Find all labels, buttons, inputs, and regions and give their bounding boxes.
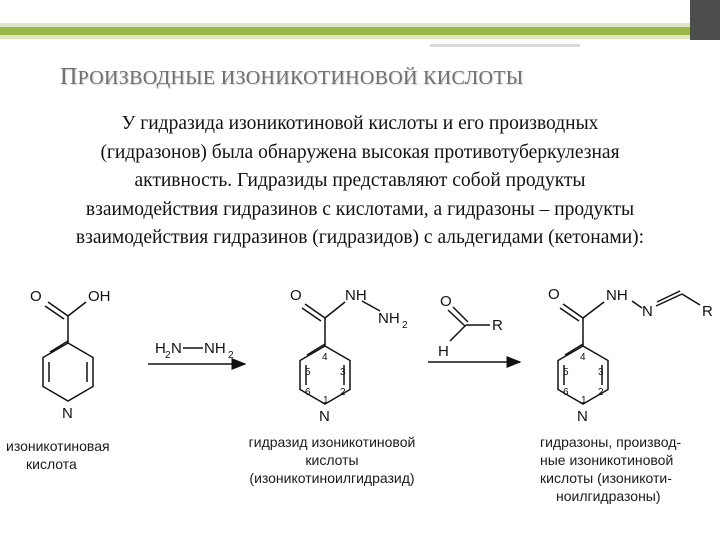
- atom-label: N: [642, 303, 653, 320]
- ring-number: 3: [598, 367, 604, 378]
- bond: [68, 302, 86, 316]
- ring-number: 1: [581, 395, 587, 406]
- double-bond: [448, 310, 465, 326]
- double-bond: [453, 307, 468, 322]
- caption-hydrazide: [222, 433, 442, 487]
- hydrazone-structure: [558, 291, 700, 404]
- title-first-letter: П: [60, 64, 78, 90]
- top-decor-dark-block: [690, 0, 720, 40]
- caption-line: кислоты: [305, 452, 359, 468]
- top-decor-underline: [430, 44, 580, 47]
- atom-label: N: [577, 408, 588, 425]
- body-paragraph: [8, 110, 712, 253]
- ring-number: 4: [580, 352, 586, 363]
- atom-label: N: [319, 408, 330, 425]
- bond: [45, 306, 64, 319]
- atom-label: NH: [378, 310, 400, 327]
- atom-label: NH: [204, 340, 226, 357]
- bond: [560, 308, 579, 321]
- body-line: активность. Гидразиды представляют собой продукты: [134, 170, 586, 192]
- caption-line: гидразид изоникотиновой: [248, 434, 416, 450]
- bond: [583, 302, 604, 318]
- bond: [302, 308, 321, 321]
- title-rest: РОИЗВОДНЫЕ ИЗОНИКОТИНОВОЙ КИСЛОТЫ: [77, 67, 524, 89]
- atom-label: H: [155, 340, 166, 357]
- ring-number: 3: [340, 367, 346, 378]
- atom-label: O: [290, 287, 302, 304]
- bond: [682, 294, 700, 305]
- bond: [563, 304, 583, 318]
- caption-line: ные изоникотиновой: [540, 452, 674, 468]
- caption-line: гидразоны, производ-: [540, 434, 682, 450]
- atom-label: NH: [606, 287, 628, 304]
- bond: [48, 302, 68, 316]
- body-line: (гидразонов) была обнаружена высокая противотуберкулезная: [100, 141, 620, 163]
- caption-line: (изоникотиноилгидразид): [249, 470, 415, 486]
- ring-number: 4: [322, 352, 328, 363]
- top-decor-green-bar: [0, 27, 690, 35]
- bond: [325, 302, 345, 318]
- subscript: 2: [228, 350, 234, 361]
- ring-number: 6: [563, 387, 569, 398]
- atom-label: O: [440, 293, 452, 310]
- bond: [450, 325, 466, 341]
- atom-label: OH: [88, 288, 111, 305]
- ring-number: 2: [340, 387, 346, 398]
- caption-hydrazones: [540, 433, 718, 505]
- atom-label: O: [30, 288, 42, 305]
- isonicotinic-acid-structure: [43, 302, 93, 401]
- atom-label: N: [171, 340, 182, 357]
- bond: [305, 304, 325, 318]
- subscript: 2: [165, 350, 171, 361]
- ring-number: 5: [563, 367, 569, 378]
- atom-label: H: [438, 343, 449, 360]
- atom-label: R: [492, 317, 503, 334]
- body-line: взаимодействия гидразинов с кислотами, а гидразоны – продукты: [85, 198, 635, 220]
- caption-line: ноилгидразоны): [556, 488, 661, 504]
- ring-number: 5: [305, 367, 311, 378]
- atom-label: R: [702, 303, 713, 320]
- slide-title: [60, 64, 700, 91]
- aldehyde-structure: [448, 307, 490, 341]
- body-line: взаимодействия гидразинов (гидразидов) с альдегидами (кетонами):: [75, 227, 645, 249]
- caption-line: изоникотиновая: [6, 438, 110, 454]
- ring-number: 2: [598, 387, 604, 398]
- atom-label: O: [548, 286, 560, 303]
- atom-label: NH: [345, 287, 367, 304]
- atom-label: N: [62, 405, 73, 422]
- subscript: 2: [402, 320, 408, 331]
- caption-line: кислоты (изоникоти-: [540, 470, 672, 486]
- ring-number: 1: [323, 395, 329, 406]
- double-bond: [50, 341, 68, 352]
- ring-number: 6: [305, 387, 311, 398]
- body-line: У гидразида изоникотиновой кислоты и его производных: [121, 113, 599, 134]
- caption-line: кислота: [26, 456, 77, 472]
- caption-isonicotinic-acid: [6, 437, 156, 473]
- bond: [632, 301, 642, 308]
